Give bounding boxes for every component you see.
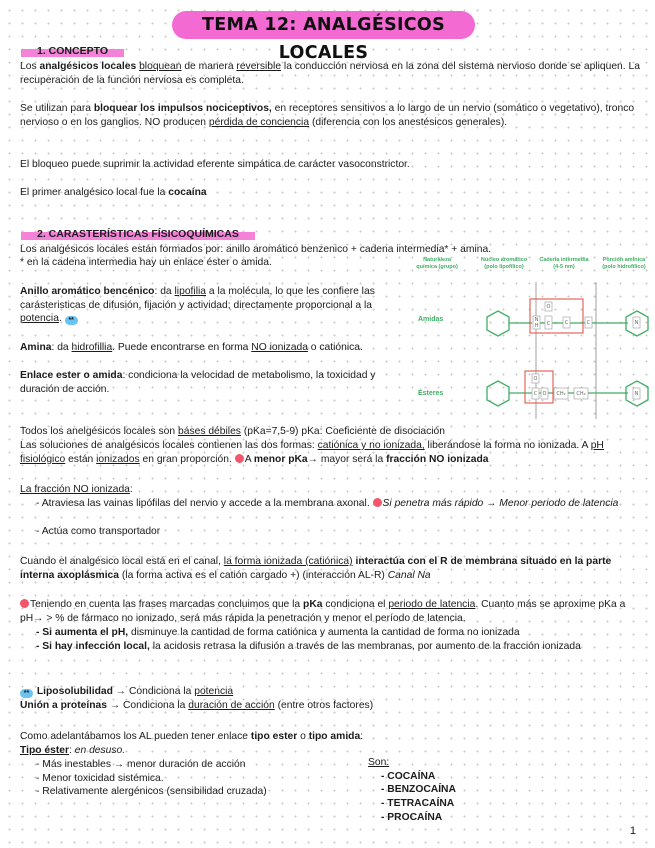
paragraph-canal: Cuando el analgésico local está en el canal, la forma ionizada (catiónica) interactúa con el R de membrana situado en la parte interna axoplásmica (la forma activa es el catión cargado +) (interacción AL-R) Canal Na — [20, 556, 612, 581]
paragraph-liposolubilidad: ** Liposolubilidad → Condiciona la potencia — [20, 685, 645, 699]
list-item: - Relativamente alergénicos (sensibilidad cruzada) — [36, 786, 267, 798]
diagram-row-amidas: Amidas — [418, 316, 444, 323]
atom-ch2-label: CH₂ — [556, 391, 566, 397]
structure-note: * en la cadena intermedia hay un enlace éster o amida. — [20, 257, 272, 268]
list-item: - TETRACAÍNA — [381, 798, 455, 810]
diagram-col-naturaleza: Naturaleza química (grupo) — [416, 257, 458, 270]
fraccion-title: La fracción NO ionizada: — [20, 484, 133, 495]
paragraph-amina: Amina: da hidrofillia. Puede encontrarse en forma NO ionizada o catiónica. — [20, 342, 363, 353]
blue-marker-icon: ** — [65, 316, 78, 325]
paragraph-enlace: Enlace ester o amida: condiciona la velocidad de metabolismo, la toxicidad y duración de acción. — [20, 370, 376, 395]
section-heading-concepto: 1. CONCEPTO — [21, 45, 124, 58]
diagram-col-cadena: Cadena intermedia (4-5 nm) — [539, 257, 589, 270]
list-item: - BENZOCAÍNA — [381, 784, 456, 796]
red-marker-icon — [373, 498, 382, 507]
diagram-row-esteres: Ésteres — [418, 390, 444, 397]
list-item: - PROCAÍNA — [381, 811, 443, 823]
son-list — [368, 756, 488, 824]
list-item: - Más inestables → menor duración de acción — [36, 759, 246, 770]
paragraph-anillo: Anillo aromático bencénico: da lipofilia a la molécula, lo que les confiere las carásteristicas de difusión, fijación y actividad; directamente proporcional a la potencia. ** — [20, 286, 375, 325]
atom-ch2-label: CH₂ — [576, 391, 586, 397]
fraccion-item-2: - Actúa como transportador — [36, 526, 161, 537]
paragraph-union-proteinas: Unión a proteínas → Condiciona la duración de acción (entre otros factores) — [20, 700, 374, 711]
atom-c-label: C — [564, 320, 569, 326]
red-marker-icon — [20, 599, 29, 608]
paragraph-bases: Todos los anelgésicos locales son báses débiles (pKa=7,5-9) pKa: Coeficiente de disociación — [20, 426, 446, 437]
page-title: TEMA 12: ANALGÉSICOS LOCALES — [172, 11, 475, 39]
tipo-ester-title: Tipo éster: en desuso. — [20, 745, 126, 756]
paragraph-conclusion: Teniendo en cuenta las frases marcadas concluimos que la pKa condiciona el periodo de latencia. Cuanto más se aproxime pKa a pH→ > % de fármaco no ionizado, será más rápida la penetración y menor el período de latencia. — [20, 599, 626, 624]
list-item: - Menor toxicidad sistémica. — [36, 772, 164, 784]
paragraph-concepto-4: El primer analgésico local fue la cocaína — [20, 187, 207, 198]
diagram-col-porcion: Porción amínica (polo hidrofílico) — [602, 257, 646, 270]
structure-line: Los analgésicos locales están formados por: anillo aromático benzenico + cadena intermedia* + amina. — [20, 244, 492, 255]
paragraph-tipo-enlace: Como adelantábamos los AL pueden tener enlace tipo ester o tipo amida: — [20, 731, 364, 742]
atom-n-label: N — [634, 391, 639, 397]
atom-o-label: O — [546, 304, 551, 310]
fraccion-item-1: - Atraviesa las vainas lipófilas del nervio y accede a la membrana axonal. Si penetra más rápido → Menor periodo de latencia — [36, 498, 619, 509]
paragraph-soluciones: Las soluciones de analgésicos locales contienen las dos formas: catiónica y no ionizada, liberándose la forma no ionizada. A pH fisiológico están ionizados en gran proporción. A menor pKa→ mayor será la fracción NO ionizada — [20, 440, 604, 465]
bullet-ph: - Si aumenta el pH, disminuye la cantidad de forma catiónica y aumenta la cantidad de forma no ionizada — [36, 627, 520, 638]
son-label: Son: — [368, 757, 390, 768]
paragraph-concepto-3: El bloqueo puede suprimir la actividad eferente simpática de carácter vasoconstrictor. — [20, 159, 410, 170]
atom-n-label: N — [634, 320, 639, 326]
atom-c-label: C — [533, 391, 538, 397]
atom-n-label: N — [534, 317, 539, 323]
atom-h-label: H — [534, 323, 539, 329]
paragraph-concepto-2: Se utilizan para bloquear los impulsos nociceptivos, en receptores sensitivos a lo largo de un nervio (somático o vegetativo), tronco nervioso o en los ganglios. NO producen pérdida de conciencia (diferencia con los anestésicos generales). — [20, 103, 635, 128]
atom-c-label: C — [546, 321, 551, 327]
atom-o-label: O — [542, 391, 547, 397]
diagram-structures — [414, 257, 650, 422]
diagram-col-nucleo: Núcleo aromático (polo lipofílico) — [480, 257, 528, 270]
tipo-ester-list — [36, 758, 346, 799]
bullet-infeccion: - Si hay infección local, la acidosis retrasa la difusión a través de las membranas, por aumento de la fracción ionizada — [36, 641, 581, 652]
list-item: - COCAÍNA — [381, 770, 436, 782]
red-marker-icon — [235, 454, 244, 463]
section-heading-caracteristicas: 2. CARASTERÍSTICAS FÍSICOQUÍMICAS — [21, 228, 255, 241]
structure-diagram — [414, 257, 650, 422]
atom-o-label: O — [533, 376, 538, 382]
blue-marker-icon: ** — [20, 689, 33, 698]
paragraph-concepto-1: Los analgésicos locales bloquean de manera reversible la conducción nerviosa en la zona del sistema nervioso donde se apliquen. La recuperación de la función nerviosa es completa. — [20, 61, 640, 86]
page-number: 1 — [629, 825, 636, 838]
atom-c-label: C — [586, 320, 591, 326]
